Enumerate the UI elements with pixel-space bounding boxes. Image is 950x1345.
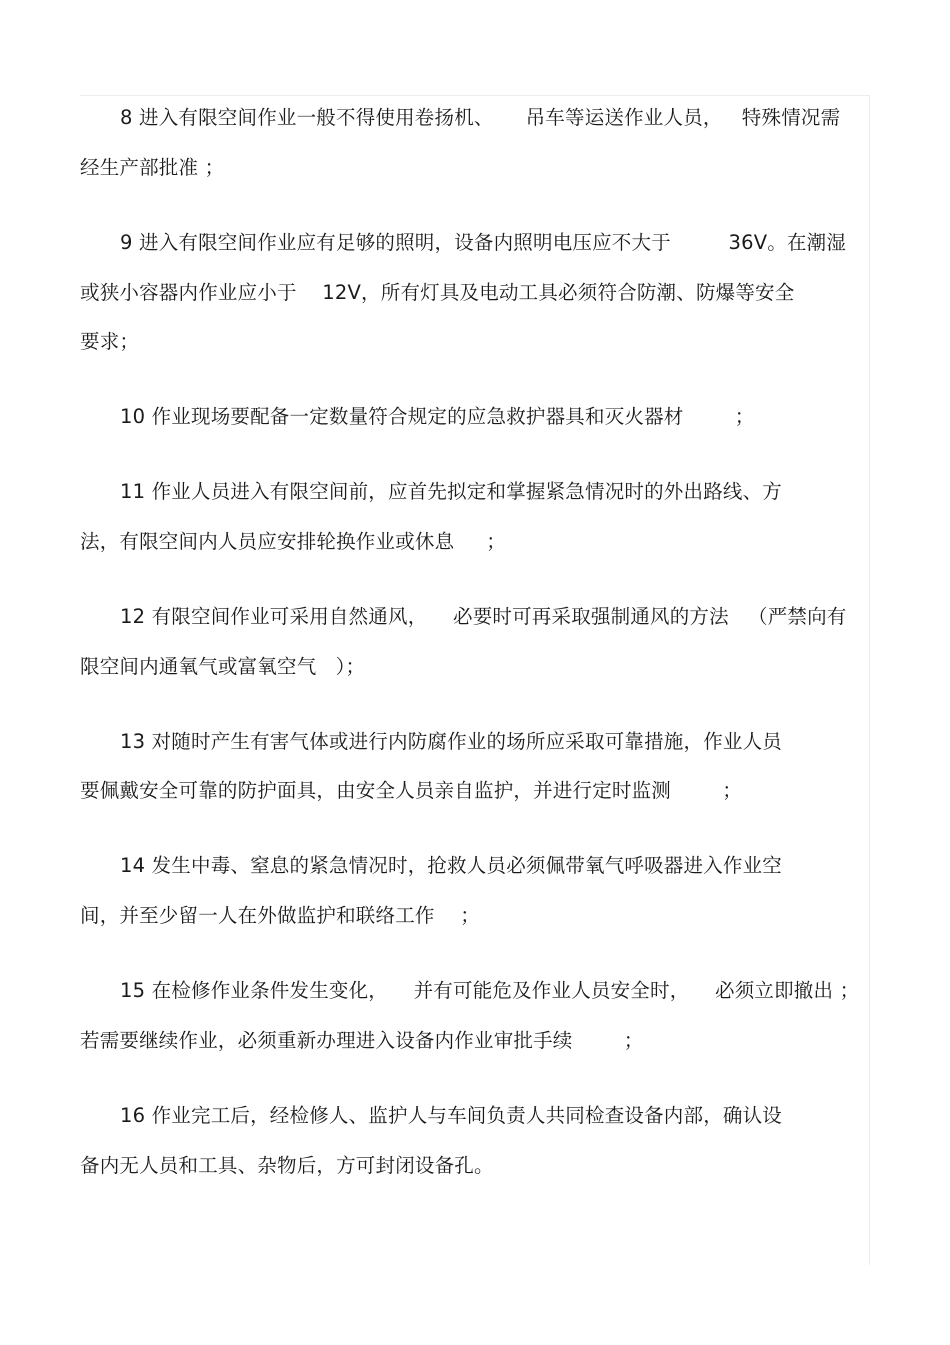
item-9-line-2: 或狭小容器内作业应小于 12V，所有灯具及电动工具必须符合防潮、防爆等安全 [80, 281, 795, 304]
item-16-line-2: 备内无人员和工具、杂物后，方可封闭设备孔。 [80, 1154, 494, 1177]
item-13-line-2: 要佩戴安全可靠的防护面具，由安全人员亲自监护，并进行定时监测 ； [80, 779, 742, 802]
item-14-line-1: 14 发生中毒、窒息的紧急情况时，抢救人员必须佩带氧气呼吸器进入作业空 [120, 854, 783, 877]
item-12-line-2: 限空间内通氧气或富氧空气 ）； [80, 655, 366, 678]
item-12-line-1: 12 有限空间作业可采用自然通风， 必要时可再采取强制通风的方法 （严禁向有 [120, 605, 847, 628]
item-15-line-2: 若需要继续作业，必须重新办理进入设备内作业审批手续 ； [80, 1029, 644, 1052]
item-15-line-1: 15 在检修作业条件发生变化， 并有可能危及作业人员安全时， 必须立即撤出 ； [120, 979, 860, 1002]
item-10-line-1: 10 作业现场要配备一定数量符合规定的应急救护器具和灭火器材 ； [120, 405, 755, 428]
page-right-border [869, 95, 870, 1265]
item-11-line-2: 法，有限空间内人员应安排轮换作业或休息 ； [80, 530, 506, 553]
item-8-line-2: 经生产部批准 ； [80, 156, 225, 179]
page-top-border [80, 95, 870, 96]
item-16-line-1: 16 作业完工后，经检修人、监护人与车间负责人共同检查设备内部，确认设 [120, 1104, 783, 1127]
item-13-line-1: 13 对随时产生有害气体或进行内防腐作业的场所应采取可靠措施，作业人员 [120, 730, 783, 753]
item-11-line-1: 11 作业人员进入有限空间前，应首先拟定和掌握紧急情况时的外出路线、方 [120, 480, 783, 503]
item-9-line-1: 9 进入有限空间作业应有足够的照明，设备内照明电压应不大于 36V。在潮湿 [120, 231, 847, 254]
item-8-line-1: 8 进入有限空间作业一般不得使用卷扬机、 吊车等运送作业人员， 特殊情况需 [120, 106, 841, 129]
item-14-line-2: 间，并至少留一人在外做监护和联络工作 ； [80, 904, 480, 927]
item-9-line-3: 要求； [80, 330, 140, 353]
